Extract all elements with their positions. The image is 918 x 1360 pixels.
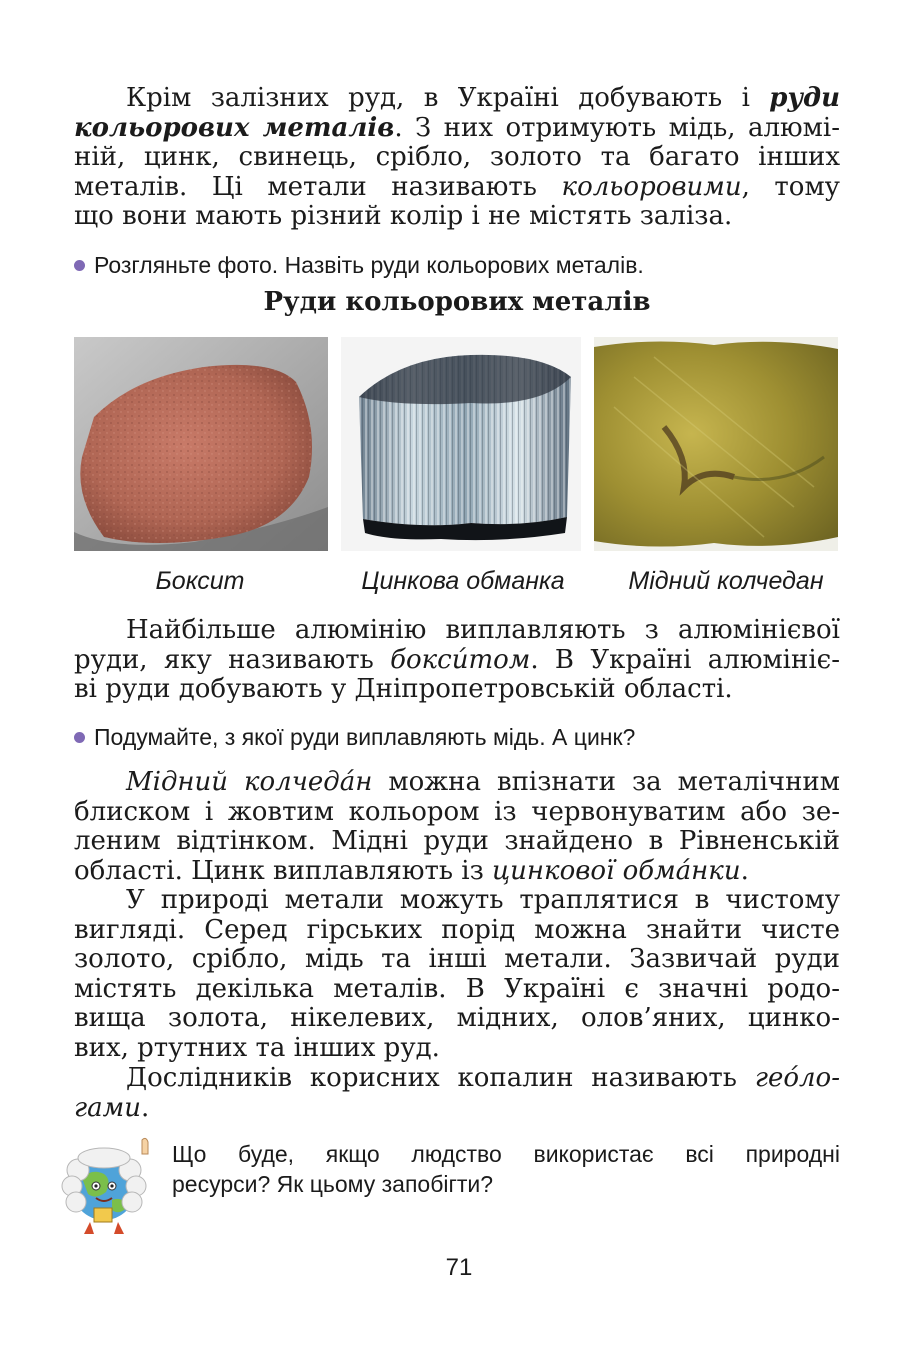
bauxite-photo	[74, 337, 328, 551]
text-line: Мідний колчеда́н можна впізнати за металічним	[126, 767, 840, 797]
bullet-icon	[74, 260, 85, 271]
text-line: руди, яку називають боксúтом. В Україні алюмініє-	[74, 644, 840, 675]
copper-pyrite-photo	[594, 337, 838, 551]
task-look-at-photos	[74, 251, 844, 279]
text-line: що вони мають різний колір і не містять заліза.	[74, 201, 733, 231]
zinc-blende-photo	[341, 337, 581, 551]
text-line: Найбільше алюмінію виплавляють з алюмінієвої	[126, 615, 840, 645]
paragraph-geologists	[74, 1064, 840, 1123]
text-line: ві руди добувають у Дніпропетровській області.	[74, 674, 733, 704]
caption-copper-pyrite: Мідний колчедан	[628, 567, 824, 595]
text-line: Крім залізних руд, в Україні добувають і руди	[126, 83, 840, 113]
text-line: блиском і жовтим кольором із червонуватим або зе-	[74, 796, 840, 827]
caption-zinc-blende: Цинкова обманка	[361, 567, 565, 595]
text-line: Дослідників корисних копалин називають гео́ло-	[126, 1063, 840, 1093]
text-line: металів. Ці метали називають кольоровими, тому	[74, 171, 840, 202]
text-line: У природі метали можуть траплятися в чистому	[126, 885, 840, 915]
text-line: вища золота, нікелевих, мідних, олов’яних, цинко-	[74, 1003, 840, 1033]
text-line: вигляді. Серед гірських порід можна знайти чисте	[74, 914, 840, 945]
globe-professor-mascot-icon	[60, 1130, 160, 1240]
text-line: ній, цинк, свинець, срібло, золото та багато інших	[74, 142, 840, 172]
figure-title: Руди кольорових металів	[263, 287, 651, 317]
text-line: містять декілька металів. В Україні є значні родо-	[74, 973, 840, 1004]
text-line: області. Цинк виплавляють із цинкової обма́нки.	[74, 855, 749, 886]
text-line: ресурси? Як цьому запобігти?	[172, 1171, 494, 1197]
paragraph-aluminium	[74, 616, 840, 705]
text-line: вих, ртутних та інших руд.	[74, 1032, 440, 1063]
page-number: 71	[445, 1254, 473, 1281]
text-line: гами.	[74, 1092, 150, 1123]
text-line: леним відтінком. Мідні руди знайдено в Рівненській	[74, 826, 840, 856]
text-line: Що буде, якщо людство використає всі природні	[172, 1141, 840, 1167]
task-text: Подумайте, з якої руди виплавляють мідь. А цинк?	[94, 724, 636, 750]
caption-bauxite: Боксит	[155, 567, 245, 595]
paragraph-nonferrous-ores	[74, 84, 840, 232]
task-text: Розгляньте фото. Назвіть руди кольорових металів.	[94, 252, 644, 278]
task-think-copper-zinc	[74, 723, 844, 751]
reflection-question	[172, 1139, 840, 1199]
bullet-icon	[74, 732, 85, 743]
text-line: золото, срібло, мідь та інші метали. Зазвичай руди	[74, 944, 840, 974]
paragraph-copper-pyrite	[74, 768, 840, 886]
text-line: кольорових металів. З них отримують мідь, алюмі-	[74, 112, 840, 143]
paragraph-native-metals	[74, 886, 840, 1063]
